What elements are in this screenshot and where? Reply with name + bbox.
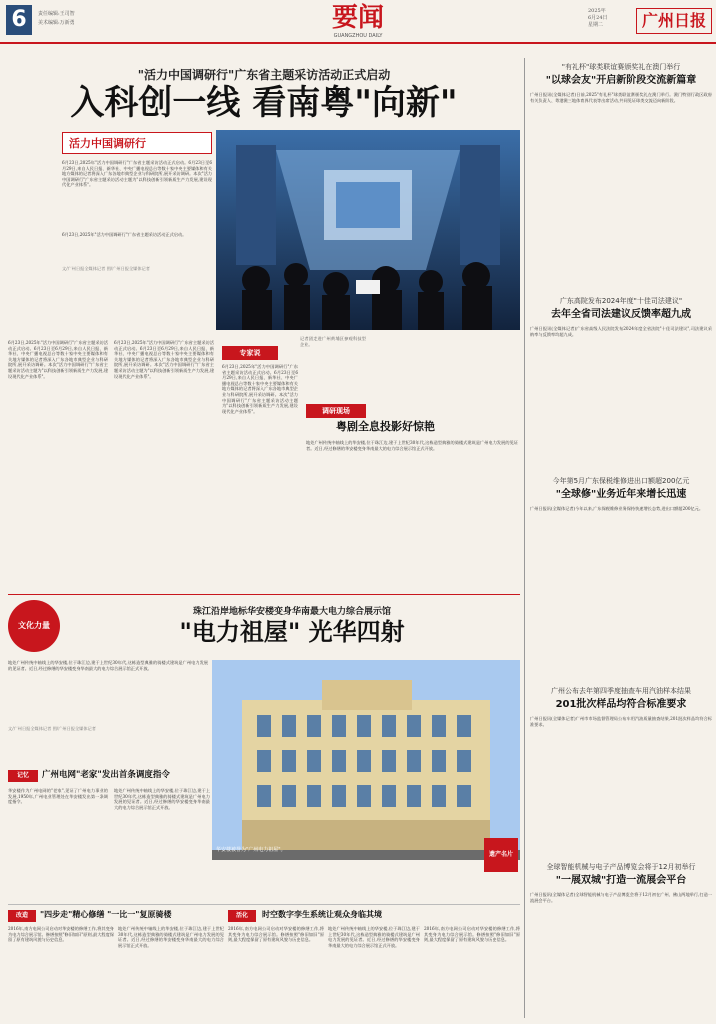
date-block: [588, 8, 628, 29]
lead-kicker: "活力中国调研行"广东省主题采访活动正式启动: [137, 68, 391, 82]
masthead-logo: 广州日报: [636, 8, 712, 34]
lead-headline: 入科创一线 看南粤"向新": [70, 83, 458, 123]
right2-body: 广州日报讯(全媒体记者)广东省高级人民法院发布2024年度全省法院"十佳司法建议",司法建议采纳率与反馈率均超九成。: [530, 326, 712, 337]
renovation-tag: 改造: [8, 910, 36, 922]
bottom-rule: [8, 904, 520, 905]
building-caption: 华安楼被誉为"广州电力祖屋"。: [216, 847, 286, 853]
page-number: 6: [6, 5, 32, 35]
mid-intro: 地处广州传统中轴线上的华安楼,位于珠江边,建于上世纪30年代,这栋造型典雅的骑楼式建筑是广州电力发展的见证者。近日,经过修缮的华安楼变身华南最大的电力综合展示馆正式开放。: [8, 660, 208, 671]
expert-text: 6月23日,2025年"活力中国调研行"广东省主题采访活动正式启动。6月23日至6月29日,来自人民日报、新华社、中央广播电视总台等数十家中央主要媒体和有关地方媒体的记者将深入广东各地市典型企业与科研院所,展开采访调研。本次"活力中国调研行"广东省主题采访活动主题为"以科技创新引领新质生产力发展,建设现代化产业体系"。: [222, 364, 298, 414]
date-day: 6月24日: [588, 15, 608, 21]
mid-headline: "电力祖屋" 光华四射: [179, 618, 405, 646]
header-rule: [0, 42, 716, 44]
mid-rule: [8, 594, 520, 595]
lead-photo-art: [216, 130, 520, 330]
right-story-4: [530, 686, 712, 846]
culture-logo: 文化力量: [8, 600, 60, 652]
date-weekday: 星期二: [588, 22, 604, 28]
page-header: [0, 0, 716, 44]
memory-headline: 广州电网"老家"发出首条调度指令: [42, 770, 170, 780]
center-photo-caption: 记者团走进广州黄埔区参观科技型企业。: [300, 336, 366, 347]
right3-body: 广州日报讯(全媒体记者)今年以来,广东保税维修业务保持快速增长态势,进出口额超200亿元。: [530, 506, 704, 511]
lead-intro-more: 6月23日,2025年"活力中国调研行"广东省主题采访活动正式启动。: [62, 232, 187, 237]
right3-kicker: 今年第5月广东保税维修进出口额超200亿元: [552, 477, 690, 485]
center-body: 地处广州传统中轴线上的华安楼,位于珠江边,建于上世纪30年代,这栋造型典雅的骑楼式建筑是广州电力发展的见证者。近日,经过修缮的华安楼变身华南最大的电力综合展示馆正式开放。: [306, 440, 518, 451]
right4-headline: 201批次样品均符合标准要求: [555, 699, 687, 710]
right4-body: 广州日报讯(全媒体记者)广州市市场监督管理局公布车用汽油质量抽查结果,201批次样品均符合标准要求。: [530, 716, 712, 727]
mid-byline: 文/广州日报全媒体记者 图/广州日报全媒体记者: [8, 726, 96, 731]
section-title: 要闻: [331, 3, 384, 33]
activation-headline: 时空数字孪生系统让观众身临其境: [262, 910, 382, 919]
activation-body-col1: 2016年,南方电网公司启动对华安楼的修缮工作,将其变身为电力综合展示馆。修缮按照"修旧如旧"原则,最大程度保留了原有建筑风貌与历史信息。: [228, 926, 324, 943]
lead-logo-box: [62, 132, 212, 154]
lead-body-col1: 6月23日,2025年"活力中国调研行"广东省主题采访活动正式启动。6月23日至6月29日,来自人民日报、新华社、中央广播电视总台等数十家中央主要媒体和有关地方媒体的记者将深入广东各地市典型企业与科研院所,展开采访调研。本次"活力中国调研行"广东省主题采访活动主题为"以科技创新引领新质生产力发展,建设现代化产业体系"。: [8, 340, 108, 379]
right-story-1: [530, 62, 712, 302]
mid-kicker: 珠江沿岸地标华安楼变身华南最大电力综合展示馆: [192, 607, 391, 617]
editor-line-2: 美术编辑:万新勇: [38, 20, 75, 26]
lead-logo-text: 活力中国调研行: [69, 137, 146, 150]
right2-headline: 去年全省司法建议反馈率超九成: [551, 309, 691, 320]
activation-body-col3: 2016年,南方电网公司启动对华安楼的修缮工作,将其变身为电力综合展示馆。修缮按照"修旧如旧"原则,最大程度保留了原有建筑风貌与历史信息。: [424, 926, 520, 943]
memory-body-col1: 华安楼作为广州电网的"老家",见证了广州电力事业的发展,1950年,广州电业管理处在华安楼发出第一条调度指令。: [8, 788, 108, 805]
section-english: GUANGZHOU DAILY: [333, 33, 383, 39]
right5-kicker: 全球智能机械与电子产品博览会将于12月初举行: [546, 863, 696, 871]
lead-intro-text: 6月23日,2025年"活力中国调研行"广东省主题采访活动正式启动。6月23日至6月29日,来自人民日报、新华社、中央广播电视总台等数十家中央主要媒体和有关地方媒体的记者将深入广东各地市典型企业与科研院所,展开采访调研。本次"活力中国调研行"广东省主题采访活动主题为"以科技创新引领新质生产力发展,建设现代化产业体系"。: [62, 160, 212, 188]
right3-headline: "全球修"业务近年来增长迅速: [555, 489, 687, 500]
right-story-2: [530, 296, 712, 466]
building-photo-art: [212, 660, 520, 860]
memory-body-col2: 地处广州传统中轴线上的华安楼,位于珠江边,建于上世纪30年代,这栋造型典雅的骑楼式建筑是广州电力发展的见证者。近日,经过修缮的华安楼变身华南最大的电力综合展示馆正式开放。: [114, 788, 210, 810]
lead-body-col2: 6月23日,2025年"活力中国调研行"广东省主题采访活动正式启动。6月23日至6月29日,来自人民日报、新华社、中央广播电视总台等数十家中央主要媒体和有关地方媒体的记者将深入广东各地市典型企业与科研院所,展开采访调研。本次"活力中国调研行"广东省主题采访活动主题为"以科技创新引领新质生产力发展,建设现代化产业体系"。: [114, 340, 214, 379]
right-story-5: [530, 862, 712, 1022]
renovation-headline: "四步走"精心修缮 "一比一"复原骑楼: [40, 910, 172, 919]
right1-kicker: "有礼杯"球类联谊赛颁奖礼在澳门举行: [561, 63, 681, 71]
right1-headline: "以球会友"开启新阶段交流新篇章: [545, 75, 697, 86]
center-headline: 粤剧全息投影好惊艳: [336, 420, 435, 433]
right5-headline: "一展双城"打造一流展会平台: [555, 875, 687, 886]
expert-tag: 专家说: [222, 346, 278, 360]
lead-byline: 文/广州日报全媒体记者 图/广州日报全媒体记者: [62, 266, 150, 271]
memory-tag: 记忆: [8, 770, 38, 782]
activation-tag: 活化: [228, 910, 256, 922]
right2-kicker: 广东高院发布2024年度"十佳司法建议": [559, 297, 683, 305]
right-story-3: [530, 476, 712, 676]
lead-photo: [216, 130, 520, 330]
date-year: 2025年: [588, 8, 606, 14]
right5-body: 广州日报讯(全媒体记者)全球智能机械与电子产品博览会将于12月初在广州、佛山两地举行,打造一流展会平台。: [530, 892, 712, 903]
report-tag: 调研现场: [306, 404, 366, 418]
renovation-body-col1: 2016年,南方电网公司启动对华安楼的修缮工作,将其变身为电力综合展示馆。修缮按照"修旧如旧"原则,最大程度保留了原有建筑风貌与历史信息。: [8, 926, 114, 943]
right4-kicker: 广州公布去年第四季度抽查车用汽油样本结果: [551, 687, 691, 695]
column-divider: [524, 58, 525, 1018]
activation-body-col2: 地处广州传统中轴线上的华安楼,位于珠江边,建于上世纪30年代,这栋造型典雅的骑楼式建筑是广州电力发展的见证者。近日,经过修缮的华安楼变身华南最大的电力综合展示馆正式开放。: [328, 926, 420, 948]
heritage-badge: 遗产名片: [484, 838, 518, 872]
editor-line-1: 责任编辑:王司智: [38, 11, 75, 17]
building-photo: [212, 660, 520, 860]
right1-body: 广州日报讯(全媒体记者)日前,2025"有礼杯"球类联谊赛颁奖礼在澳门举行。澳门特别行政区政府有关负责人、粤港澳三地体育界代表等出席活动,共同见证球类交流迈向新阶段。: [530, 92, 712, 103]
renovation-body-col2: 地处广州传统中轴线上的华安楼,位于珠江边,建于上世纪30年代,这栋造型典雅的骑楼式建筑是广州电力发展的见证者。近日,经过修缮的华安楼变身华南最大的电力综合展示馆正式开放。: [118, 926, 224, 948]
